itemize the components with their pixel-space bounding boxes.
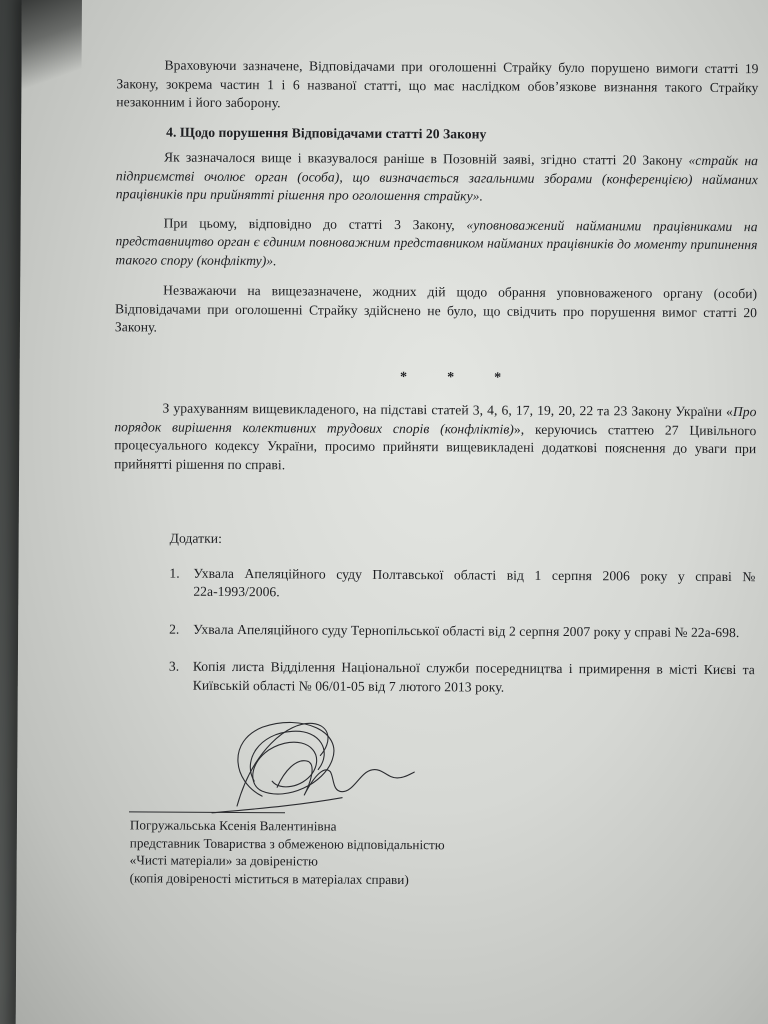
paragraph-conclusion-start: З урахуванням вищевикладеного, на підставі статей 3, 4, 6, 17, 19, 20, 22 та 23 Закону України «	[162, 400, 733, 420]
attachments-title: Додатки:	[169, 530, 222, 546]
signer-role-line1: представник Товариства з обмеженою відповідальністю	[129, 834, 445, 852]
attachment-text: Ухвала Апеляційного суду Тернопільської області від 2 серпня 2007 року у справі № 22а-698.	[193, 621, 740, 640]
separator-star: *	[494, 370, 502, 386]
paragraph-article-3	[115, 214, 757, 273]
paragraph-no-body-elected: Незважаючи на вищезазначене, жодних дій щодо обрання уповноваженого органу (особи) Відповідачами при оголошенні Страйку здійснено не було, що свідчить про порушення вимог статті 20 Закону.	[114, 282, 758, 335]
paragraph-conclusion	[114, 399, 756, 477]
attachment-item	[113, 657, 755, 698]
handwritten-signature-icon	[192, 711, 423, 822]
separator-star: *	[447, 369, 455, 385]
paragraph-article-20-text: Як зазначалося вище і вказувалося раніше в Позовній заяві, згідно статті 20 Закону	[163, 149, 689, 168]
attachment-number: 3.	[168, 658, 180, 674]
paragraph-article-20	[116, 148, 758, 207]
attachment-number: 2.	[169, 621, 180, 637]
signer-note: (копія довіреності міститься в матеріалах справи)	[129, 869, 409, 887]
separator-star: *	[400, 369, 408, 385]
attachment-item	[113, 620, 755, 642]
document-body	[113, 56, 759, 717]
attachment-item	[113, 564, 755, 605]
section-separator	[115, 367, 757, 389]
paragraph-article-20-quote: «страйк на підприємстві очолює орган (особа), що визначається загальними зборами (конференцією) найманих працівників при прийнятті рішення про оголошення страйку».	[115, 152, 759, 204]
attachment-number: 1.	[169, 565, 180, 581]
paragraph-conclusion-law-title: Про порядок вирішення колективних трудових спорів (конфліктів)	[114, 404, 757, 437]
document-page	[16, 0, 768, 1024]
signer-name: Погружальська Ксенія Валентинівна	[129, 817, 337, 834]
attachment-text: Копія листа Відділення Національної служби посередництва і примирення в місті Києві та Київській області № 06/01-05 від 7 лютого 2013 року.	[192, 658, 755, 695]
signer-block	[130, 816, 550, 889]
paragraph-article-3-text: При цьому, відповідно до статті 3 Закону,	[163, 215, 467, 232]
paragraph-article-3-quote: «уповноважений найманими працівниками на представництво орган є єдиним повноважним представником найманих працівників до моменту припинення такого спору (конфлікту)».	[115, 216, 758, 268]
section-heading-4: 4. Щодо порушення Відповідачами статті 20 Закону	[166, 124, 487, 142]
page-corner-shadow	[21, 0, 82, 102]
signer-role-line2: «Чисті матеріали» за довіреністю	[129, 852, 318, 869]
paragraph-conclusion-end: », керуючись статтею 27 Цивільного процесуального кодексу України, просимо прийняти вищевикладені додаткові пояснення до уваги при прийнятті рішення по справі.	[114, 421, 757, 472]
paragraph-strike-violation: Враховуючи зазначене, Відповідачами при оголошенні Страйку було порушено вимоги статті 19 Закону, зокрема частин 1 і 6 названої статті, що має наслідком обов’язкове визнання такого Страйку незаконним і його заборону.	[116, 57, 759, 111]
attachments-list	[113, 564, 756, 698]
attachment-text: Ухвала Апеляційного суду Полтавської області від 1 серпня 2006 року у справі № 22а-1993/2006.	[193, 565, 756, 600]
